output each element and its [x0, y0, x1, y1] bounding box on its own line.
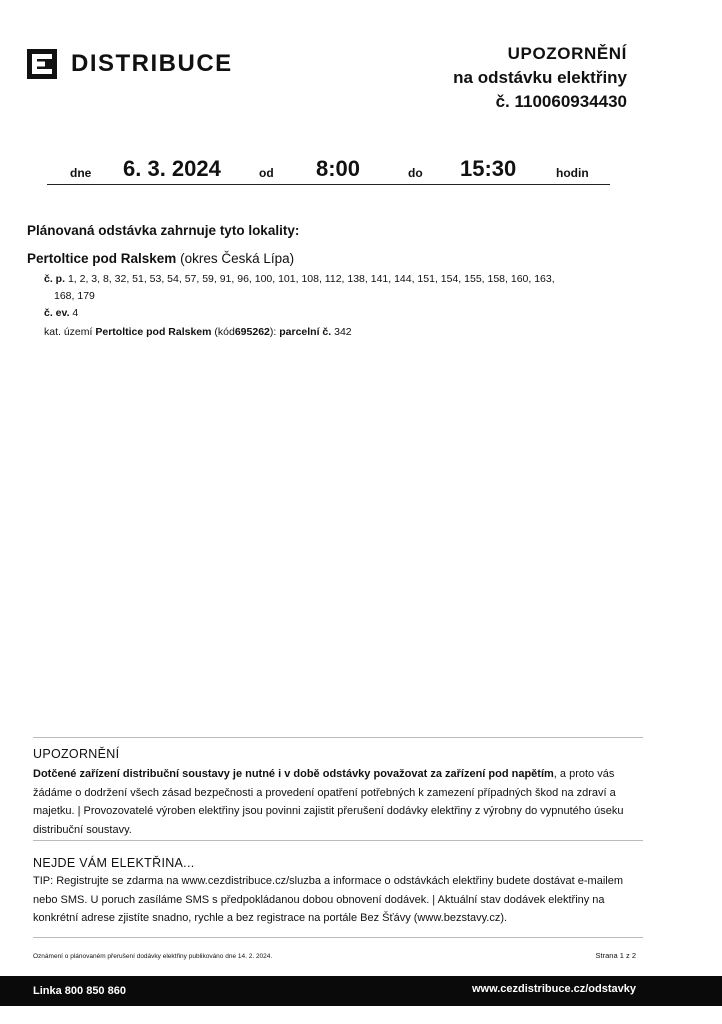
address-list — [44, 271, 634, 341]
outage-date: 6. 3. 2024 — [123, 156, 221, 181]
divider — [33, 937, 643, 938]
divider — [33, 737, 643, 738]
publication-note: Oznámení o plánovaném přerušení dodávky elektřiny publikováno dne 14. 2. 2024. — [33, 953, 273, 960]
notice-bold: Dotčené zařízení distribuční soustavy je nutné i v době odstávky považovat za zařízení pod napětím — [33, 768, 554, 780]
page-title: UPOZORNĚNÍ — [507, 44, 627, 63]
divider — [33, 840, 643, 841]
to-label: do — [408, 166, 423, 180]
cp-line — [44, 271, 634, 288]
footer-bar — [0, 976, 722, 1006]
tip-title: NEJDE VÁM ELEKTŘINA... — [33, 856, 195, 870]
outage-date-row — [47, 150, 610, 185]
notice-header — [453, 44, 627, 112]
from-time: 8:00 — [316, 156, 361, 181]
cadastral-line — [44, 324, 634, 341]
date-label: dne — [70, 166, 92, 180]
brand-logo — [27, 49, 233, 79]
to-time: 15:30 — [460, 156, 517, 181]
cp-line-continued — [44, 288, 634, 305]
notice-text — [33, 765, 643, 839]
hours-label: hodin — [556, 166, 589, 180]
cadastral-code-prefix: (kód — [214, 326, 235, 338]
notice-number: č. 110060934430 — [495, 92, 627, 111]
logo-text: DISTRIBUCE — [71, 50, 233, 77]
hotline-number: Linka 800 850 860 — [33, 985, 126, 997]
place-district: (okres Česká Lípa) — [180, 251, 295, 266]
ev-values: 4 — [72, 307, 79, 319]
cez-logo-icon — [27, 49, 57, 79]
from-label: od — [259, 166, 274, 180]
page-number: Strana 1 z 2 — [595, 951, 636, 960]
place-name: Pertoltice pod Ralskem — [27, 251, 177, 266]
cadastral-prefix: kat. území — [44, 326, 93, 338]
parcel-value: 342 — [334, 326, 352, 338]
place-line — [27, 251, 294, 266]
page-subtitle: na odstávku elektřiny — [453, 68, 627, 87]
cp-values: 1, 2, 3, 8, 32, 51, 53, 54, 57, 59, 91, 96, 100, 101, 108, 112, 138, 141, 144, 151, 154, 155, 158, 160, 163, — [67, 273, 555, 285]
tip-text: TIP: Registrujte se zdarma na www.cezdistribuce.cz/sluzba a informace o odstávkách elektřiny budete dostávat e-mailem nebo SMS. U poruch zasíláme SMS s předpokládanou dobou obnovení dodávek. | Aktuální stav dodávek elektřiny na konkrétní adrese zjistíte snadno, rychle a bez registrace na portále Bez Šťávy (www.bezstavy.cz). — [33, 875, 623, 924]
cp-values-continued: 168, 179 — [54, 290, 95, 302]
cadastral-code: 695262 — [234, 326, 270, 338]
parcel-label: parcelní č. — [279, 326, 332, 338]
ev-line — [44, 305, 634, 322]
notice-rest: , a proto vás žádáme o dodržení všech zásad bezpečnosti a provedení opatření potřebných k zamezení případných škod na zdraví a majetku. | Provozovatelé výroben elektřiny jsou povinni zajistit přerušení dodávky elektřiny z výrobny do vypnutého úseku distribuční soustavy. — [33, 768, 624, 836]
localities-heading: Plánovaná odstávka zahrnuje tyto lokality: — [27, 223, 300, 238]
notice-title: UPOZORNĚNÍ — [33, 747, 120, 761]
website-link[interactable]: www.cezdistribuce.cz/odstavky — [471, 983, 636, 995]
ev-label: č. ev. — [44, 307, 70, 319]
cadastral-code-suffix: ): — [269, 326, 277, 338]
cadastral-name: Pertoltice pod Ralskem — [95, 326, 212, 338]
cp-label: č. p. — [44, 273, 66, 285]
